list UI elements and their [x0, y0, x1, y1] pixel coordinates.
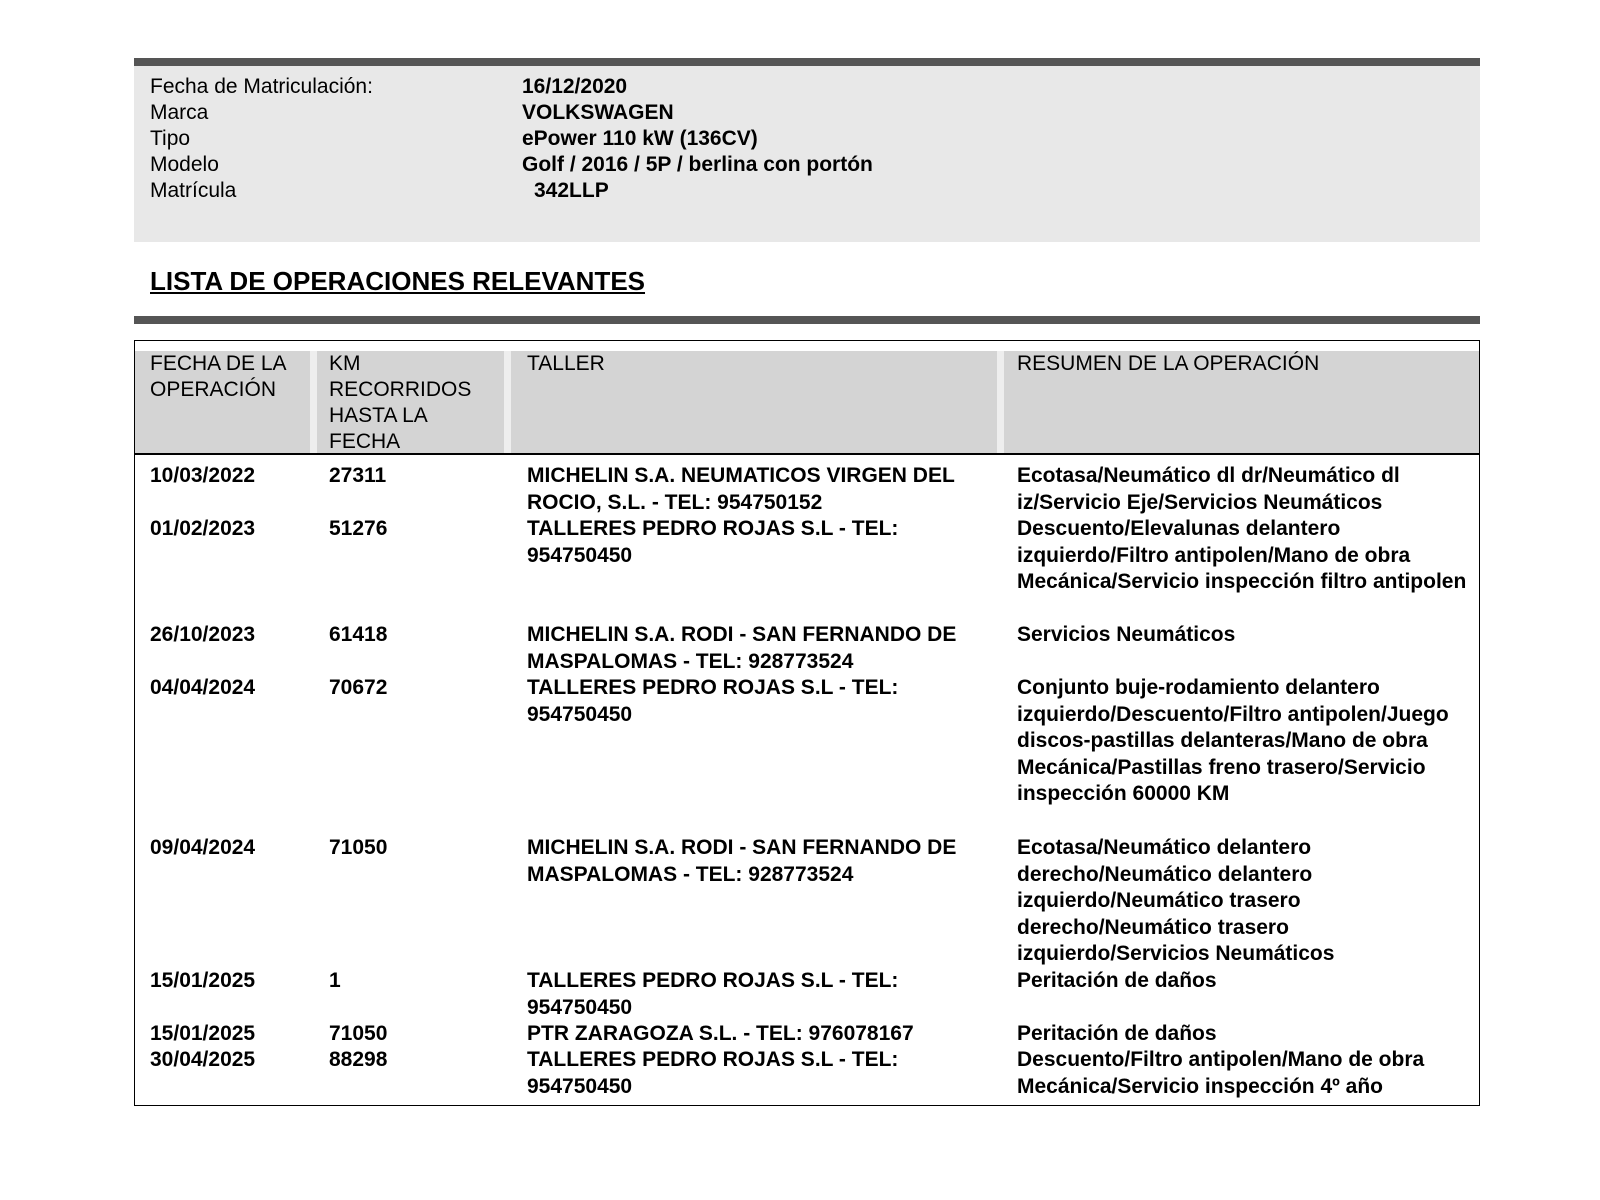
cell-km: 71050	[329, 1022, 388, 1045]
cell-date: 10/03/2022	[150, 464, 256, 487]
vehicle-value: Golf / 2016 / 5P / berlina con portón	[522, 153, 873, 176]
cell-taller: TALLERES PEDRO ROJAS S.L - TEL: 954750450	[527, 517, 899, 567]
header-km: KM RECORRIDOS HASTA LA FECHA	[329, 352, 472, 453]
cell-resumen: Peritación de daños	[1017, 969, 1217, 992]
cell-km: 27311	[329, 464, 387, 487]
header-column-separator	[504, 351, 511, 453]
cell-date: 26/10/2023	[150, 623, 256, 646]
cell-taller: TALLERES PEDRO ROJAS S.L - TEL: 954750450	[527, 676, 899, 726]
cell-resumen: Descuento/Filtro antipolen/Mano de obra Mecánica/Servicio inspección 4º año	[1017, 1048, 1425, 1098]
cell-km: 71050	[329, 836, 388, 859]
table-row	[135, 968, 1479, 1021]
cell-km: 88298	[329, 1048, 388, 1071]
section-title: LISTA DE OPERACIONES RELEVANTES	[150, 266, 646, 296]
cell-taller: MICHELIN S.A. RODI - SAN FERNANDO DE MASPALOMAS - TEL: 928773524	[527, 623, 957, 673]
cell-taller: TALLERES PEDRO ROJAS S.L - TEL: 954750450	[527, 1048, 899, 1098]
header-resumen: RESUMEN DE LA OPERACIÓN	[1017, 352, 1320, 375]
vehicle-value: 342LLP	[534, 179, 609, 202]
table-body	[135, 463, 1479, 1100]
cell-resumen: Ecotasa/Neumático delantero derecho/Neumático delantero izquierdo/Neumático trasero derecho/Neumático trasero izquierdo/Servicios Neumáticos	[1017, 836, 1335, 966]
table-row	[135, 835, 1479, 968]
vehicle-label: Tipo	[150, 127, 191, 150]
cell-km: 1	[329, 969, 341, 992]
cell-taller: PTR ZARAGOZA S.L. - TEL: 976078167	[527, 1022, 914, 1045]
cell-resumen: Servicios Neumáticos	[1017, 623, 1236, 646]
table-header	[135, 351, 1479, 455]
header-column-separator	[997, 351, 1004, 453]
header-date: FECHA DE LA OPERACIÓN	[150, 352, 286, 401]
vehicle-label: Modelo	[150, 153, 219, 176]
cell-taller: MICHELIN S.A. NEUMATICOS VIRGEN DEL ROCIO, S.L. - TEL: 954750152	[527, 464, 955, 514]
cell-date: 15/01/2025	[150, 1022, 256, 1045]
cell-km: 70672	[329, 676, 388, 699]
vehicle-value: VOLKSWAGEN	[522, 101, 674, 124]
section-divider-bar	[134, 316, 1480, 324]
table-row	[135, 463, 1479, 516]
cell-taller: MICHELIN S.A. RODI - SAN FERNANDO DE MASPALOMAS - TEL: 928773524	[527, 836, 957, 886]
vehicle-label: Matrícula	[150, 179, 237, 202]
cell-date: 04/04/2024	[150, 676, 256, 699]
table-row	[135, 1047, 1479, 1100]
cell-date: 15/01/2025	[150, 969, 256, 992]
vehicle-label: Fecha de Matriculación:	[150, 75, 373, 98]
vehicle-value: ePower 110 kW (136CV)	[522, 127, 758, 150]
table-row	[135, 675, 1479, 835]
top-divider-bar	[134, 58, 1480, 66]
cell-date: 30/04/2025	[150, 1048, 256, 1071]
table-row	[135, 516, 1479, 622]
cell-resumen: Ecotasa/Neumático dl dr/Neumático dl iz/Servicio Eje/Servicios Neumáticos	[1017, 464, 1400, 514]
cell-km: 61418	[329, 623, 388, 646]
cell-km: 51276	[329, 517, 388, 540]
table-row	[135, 1021, 1479, 1047]
cell-resumen: Peritación de daños	[1017, 1022, 1217, 1045]
cell-taller: TALLERES PEDRO ROJAS S.L - TEL: 954750450	[527, 969, 899, 1019]
vehicle-value: 16/12/2020	[522, 75, 628, 98]
vehicle-info-panel	[134, 66, 1480, 242]
header-taller: TALLER	[527, 352, 605, 375]
cell-date: 01/02/2023	[150, 517, 256, 540]
cell-resumen: Descuento/Elevalunas delantero izquierdo/Filtro antipolen/Mano de obra Mecánica/Servicio inspección filtro antipolen	[1017, 517, 1467, 594]
cell-resumen: Conjunto buje-rodamiento delantero izquierdo/Descuento/Filtro antipolen/Juego discos-pastillas delanteras/Mano de obra Mecánica/Pastillas freno trasero/Servicio inspección 60000 KM	[1017, 676, 1449, 806]
operations-table	[134, 340, 1480, 1106]
vehicle-label: Marca	[150, 101, 209, 124]
cell-date: 09/04/2024	[150, 836, 256, 859]
table-row	[135, 622, 1479, 675]
